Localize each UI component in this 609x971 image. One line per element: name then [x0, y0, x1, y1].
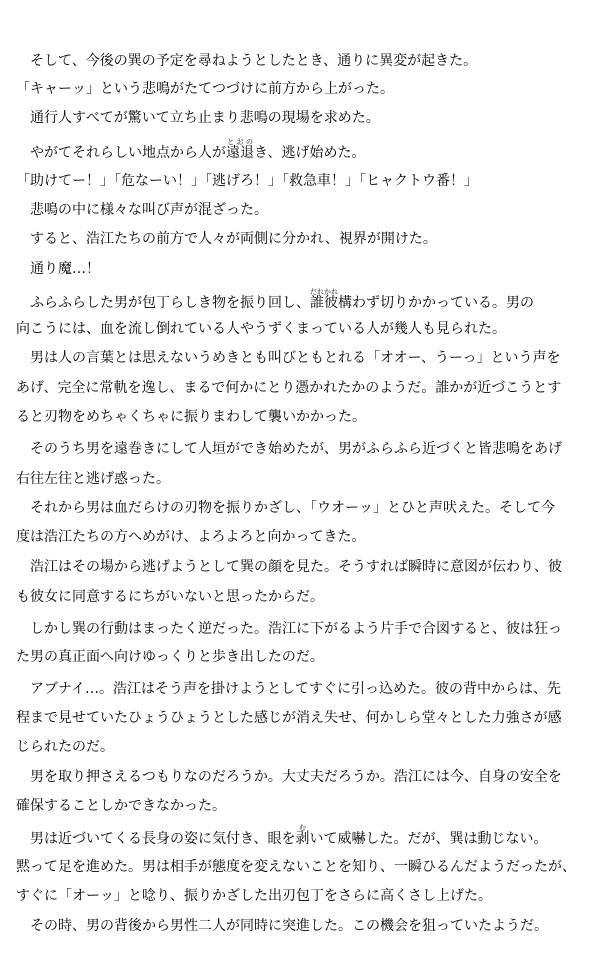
text-line: 浩江はその場から逃げようとして巽の顔を見た。そうすれば瞬時に意図が伝わり、彼: [16, 559, 562, 575]
text-line: あげ、完全に常軌を逸し、まるで何かにとり憑かれたかのようだ。誰かが近づこうとす: [16, 380, 562, 396]
text-line-with-ruby: [16, 824, 596, 848]
text-segment: やがてそれらしい地点から人が: [16, 145, 226, 161]
text-line: 男は人の言葉とは思えないうめきとも叫びともとれる「オオー、うーっ」という声を: [16, 350, 561, 366]
text-line: も彼女に同意するにちがいないと思ったからだ。: [16, 589, 324, 605]
text-line: 通り魔…！: [16, 261, 100, 277]
text-segment: いて威嚇した。だが、巽は動じない。: [309, 831, 548, 847]
text-line: じられたのだ。: [16, 739, 114, 755]
text-line: 男を取り押さえるつもりなのだろうか。大丈夫だろうか。浩江には今、自身の安全を: [16, 769, 562, 785]
text-line: 「キャーッ」という悲鳴がたてつづけに前方から上がった。: [16, 81, 394, 97]
text-line: すぐに「オーッ」と唸り、振りかざした出刃包丁をさらに高くさし上げた。: [16, 888, 492, 904]
text-line: ると刃物をめちゃくちゃに振りまわして襲いかかった。: [16, 409, 366, 425]
text-line: 「助けてー！」「危なーい！」「逃げろ！」「救急車！」「ヒャクトウ番！」: [16, 173, 478, 189]
ruby-reading: だれかれ: [310, 288, 338, 296]
text-line: そして、今後の巽の予定を尋ねようとしたとき、通りに異変が起きた。: [16, 53, 478, 69]
text-line: 確保することしかできなかった。: [16, 798, 226, 814]
text-line: 悲鳴の中に様々な叫び声が混ざった。: [16, 202, 268, 218]
text-segment: き、逃げ始めた。: [254, 145, 366, 161]
ruby-word: 剥む: [295, 824, 310, 847]
text-line: そのうち男を遠巻きにして人垣ができ始めたが、男がふらふら近づくと皆悲鳴をあげ: [16, 441, 562, 457]
text-segment: 構わず切りかかっている。男の: [338, 295, 534, 311]
text-segment: ふらふらした男が包丁らしき物を振り回し、: [16, 295, 310, 311]
text-line: アブナイ…。浩江はそう声を掛けようとしてすぐに引っ込めた。彼の背中からは、先: [16, 681, 562, 697]
text-line: 度は浩江たちの方へめがけ、よろよろと向かってきた。: [16, 529, 366, 545]
text-line: 程まで見せていたひょうひょうとした感じが消え失せ、何かしら堂々とした力強さが感: [16, 710, 562, 726]
text-line: 向こうには、血を流し倒れている人やうずくまっている人が幾人も見られた。: [16, 321, 506, 337]
text-segment: 男は近づいてくる長身の姿に気付き、眼を: [16, 831, 296, 847]
text-line: 通行人すべてが驚いて立ち止まり悲鳴の現場を求めた。: [16, 110, 380, 126]
ruby-word: 遠退とおの: [226, 138, 254, 161]
text-line: しかし巽の行動はまったく逆だった。浩江に下がるよう片手で合図すると、彼は狂っ: [16, 621, 562, 637]
text-line: すると、浩江たちの前方で人々が両側に分かれ、視界が開けた。: [16, 231, 437, 247]
text-line-with-ruby: [16, 288, 596, 312]
text-line: それから男は血だらけの刃物を振りかざし、「ウオーッ」とひと声吠えた。そして今: [16, 500, 555, 516]
text-line: た男の真正面へ向けゆっくりと歩き出したのだ。: [16, 649, 324, 665]
text-line-with-ruby: [16, 138, 596, 162]
text-line: その時、男の背後から男性二人が同時に突進した。この機会を狙っていたようだ。: [16, 918, 548, 934]
ruby-reading: とおの: [226, 138, 254, 146]
ruby-word: 誰彼だれかれ: [310, 288, 338, 311]
text-line: 黙って足を進めた。男は相手が態度を変えないことを知り、一瞬ひるんだようだったが、: [16, 859, 576, 875]
text-line: 右往左往と逃げ惑った。: [16, 471, 170, 487]
ruby-reading: む: [295, 824, 310, 832]
